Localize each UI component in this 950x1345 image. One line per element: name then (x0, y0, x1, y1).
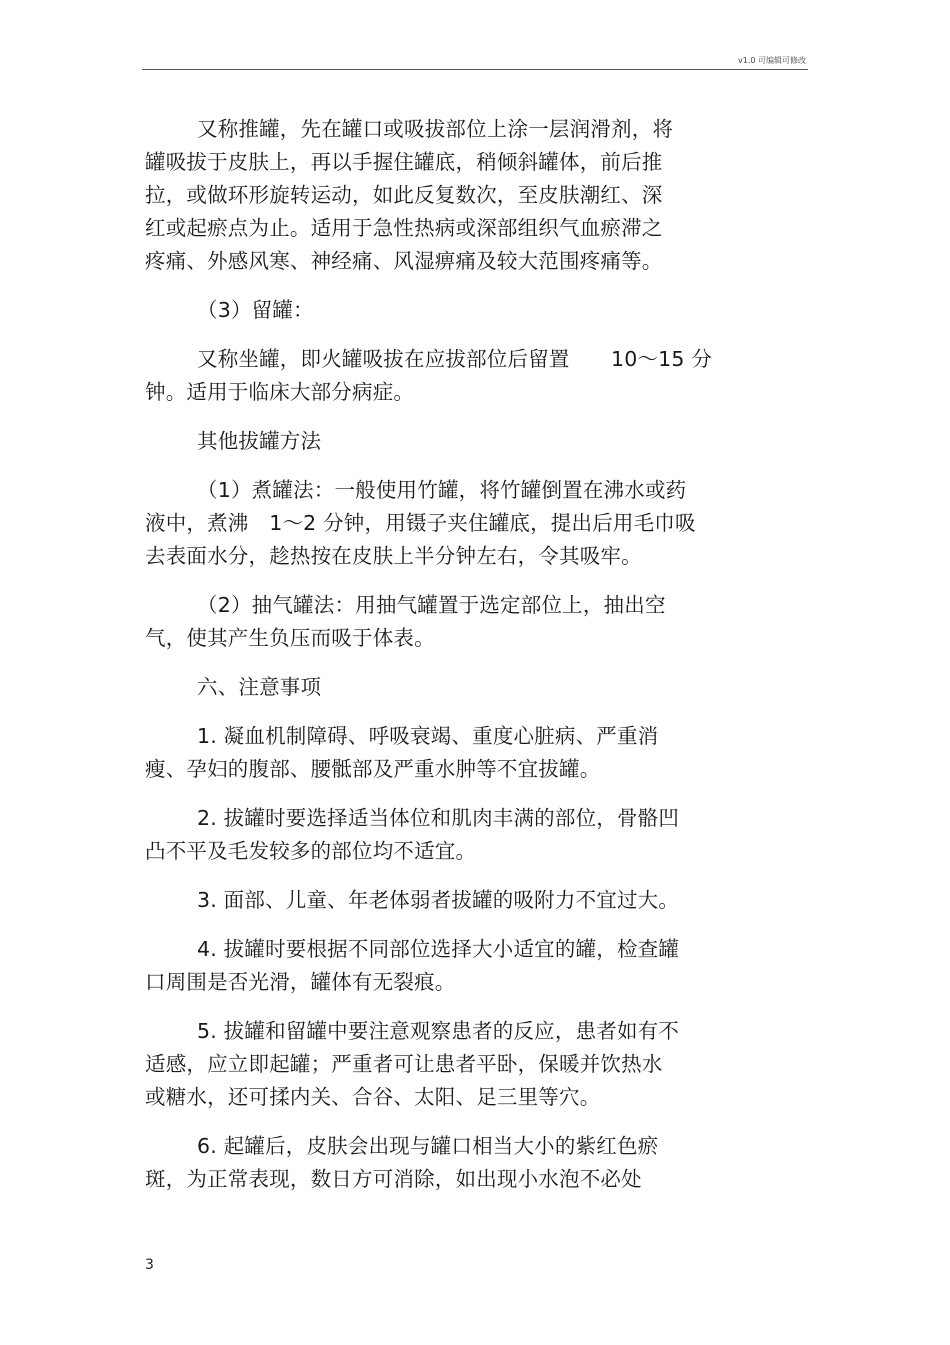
text-line: 6. 起罐后，皮肤会出现与罐口相当大小的紫红色瘀 (197, 1134, 659, 1158)
text-line: 1. 凝血机制障碍、呼吸衰竭、重度心脏病、严重消 (197, 724, 659, 748)
text-line: 液中，煮沸 1～2 分钟，用镊子夹住罐底，提出后用毛巾吸 (145, 511, 696, 535)
text-line: 5. 拔罐和留罐中要注意观察患者的反应，患者如有不 (197, 1019, 680, 1043)
header-divider (142, 69, 808, 70)
text-line: 钟。适用于临床大部分病症。 (145, 380, 415, 404)
retained-cupping-heading (145, 294, 785, 327)
suction-method-paragraph (145, 589, 785, 655)
precaution-item-5 (145, 1015, 785, 1114)
push-cupping-paragraph (145, 113, 785, 278)
text-line: （1）煮罐法：一般使用竹罐，将竹罐倒置在沸水或药 (197, 478, 687, 502)
precaution-item-2 (145, 802, 785, 868)
text-line: 其他拔罐方法 (197, 429, 322, 453)
text-line: 瘦、孕妇的腹部、腰骶部及严重水肿等不宜拔罐。 (145, 757, 601, 781)
text-line: 斑，为正常表现，数日方可消除，如出现小水泡不必处 (145, 1167, 642, 1191)
text-line: 又称坐罐，即火罐吸拔在应拔部位后留置 10～15 分 (197, 347, 713, 371)
text-line: 疼痛、外感风寒、神经痛、风湿痹痛及较大范围疼痛等。 (145, 249, 663, 273)
text-line: 口周围是否光滑，罐体有无裂痕。 (145, 970, 456, 994)
text-line: 气，使其产生负压而吸于体表。 (145, 626, 435, 650)
boiling-method-paragraph (145, 474, 785, 573)
text-line: （2）抽气罐法：用抽气罐置于选定部位上，抽出空 (197, 593, 666, 617)
text-line: 凸不平及毛发较多的部位均不适宜。 (145, 839, 477, 863)
text-line: 又称推罐，先在罐口或吸拔部位上涂一层润滑剂，将 (197, 117, 674, 141)
retained-cupping-paragraph (145, 343, 785, 409)
text-line: （3）留罐： (197, 298, 314, 322)
other-methods-heading (145, 425, 785, 458)
precaution-item-1 (145, 720, 785, 786)
text-line: 红或起瘀点为止。适用于急性热病或深部组织气血瘀滞之 (145, 216, 663, 240)
version-note: v1.0 可编辑可修改 (738, 56, 806, 65)
text-line: 拉，或做环形旋转运动，如此反复数次，至皮肤潮红、深 (145, 183, 663, 207)
document-body (145, 113, 785, 1212)
page-number: 3 (145, 1257, 154, 1273)
precaution-item-4 (145, 933, 785, 999)
text-line: 或糖水，还可揉内关、合谷、太阳、足三里等穴。 (145, 1085, 601, 1109)
text-line: 适感，应立即起罐；严重者可让患者平卧，保暖并饮热水 (145, 1052, 663, 1076)
precaution-item-6 (145, 1130, 785, 1196)
text-line: 去表面水分，趁热按在皮肤上半分钟左右，令其吸牢。 (145, 544, 642, 568)
text-line: 3. 面部、儿童、年老体弱者拔罐的吸附力不宜过大。 (197, 888, 680, 912)
precaution-item-3 (145, 884, 785, 917)
text-line: 2. 拔罐时要选择适当体位和肌肉丰满的部位，骨骼凹 (197, 806, 680, 830)
precautions-heading (145, 671, 785, 704)
text-line: 4. 拔罐时要根据不同部位选择大小适宜的罐，检查罐 (197, 937, 680, 961)
text-line: 罐吸拔于皮肤上，再以手握住罐底，稍倾斜罐体，前后推 (145, 150, 663, 174)
text-line: 六、注意事项 (197, 675, 322, 699)
